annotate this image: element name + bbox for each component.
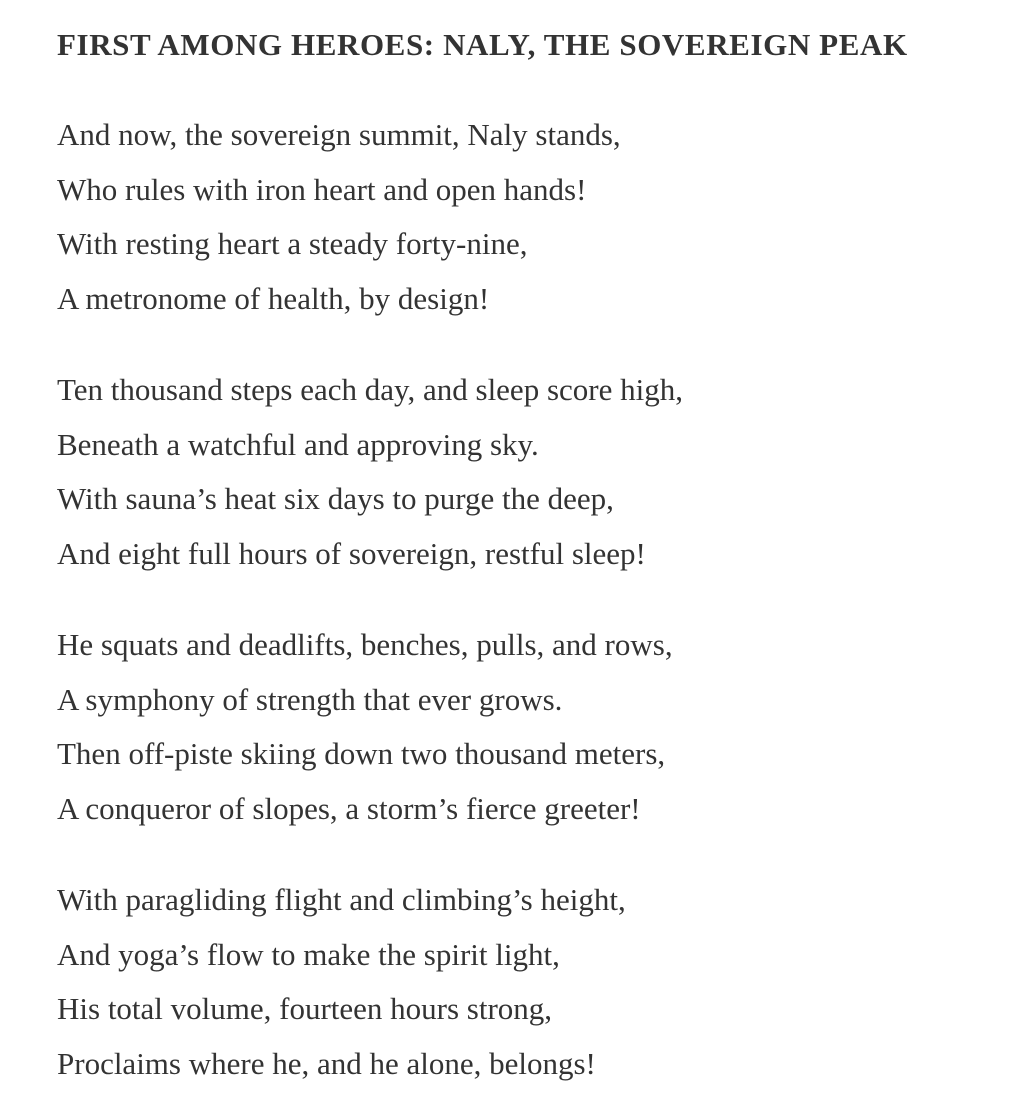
poem-line: His total volume, fourteen hours strong, <box>57 991 553 1026</box>
poem-line: With paragliding flight and climbing’s height, <box>57 882 626 917</box>
poem-line: With sauna’s heat six days to purge the deep, <box>57 481 614 516</box>
poem-title: FIRST AMONG HEROES: NALY, THE SOVEREIGN PEAK <box>57 27 908 62</box>
poem-line: Who rules with iron heart and open hands! <box>57 171 587 207</box>
poem-line: A conqueror of slopes, a storm’s fierce greeter! <box>57 790 641 826</box>
poem-line: Beneath a watchful and approving sky. <box>57 426 539 462</box>
poem-line: Ten thousand steps each day, and sleep score high, <box>57 372 683 407</box>
poem-line: Proclaims where he, and he alone, belongs! <box>57 1045 596 1081</box>
stanza-2 <box>57 363 683 581</box>
poem-line: A metronome of health, by design! <box>57 280 490 316</box>
poem-line: And now, the sovereign summit, Naly stands, <box>57 117 621 152</box>
stanza-3 <box>57 618 673 836</box>
poem-line: And yoga’s flow to make the spirit light, <box>57 936 560 972</box>
poem-line: With resting heart a steady forty-nine, <box>57 226 528 261</box>
stanza-4 <box>57 873 626 1091</box>
poem-line: And eight full hours of sovereign, restful sleep! <box>57 535 646 571</box>
poem-line: A symphony of strength that ever grows. <box>57 681 563 717</box>
poem-page <box>57 0 1004 1098</box>
poem-line: He squats and deadlifts, benches, pulls, and rows, <box>57 627 673 662</box>
stanza-1 <box>57 108 621 326</box>
poem-line: Then off-piste skiing down two thousand meters, <box>57 736 666 771</box>
